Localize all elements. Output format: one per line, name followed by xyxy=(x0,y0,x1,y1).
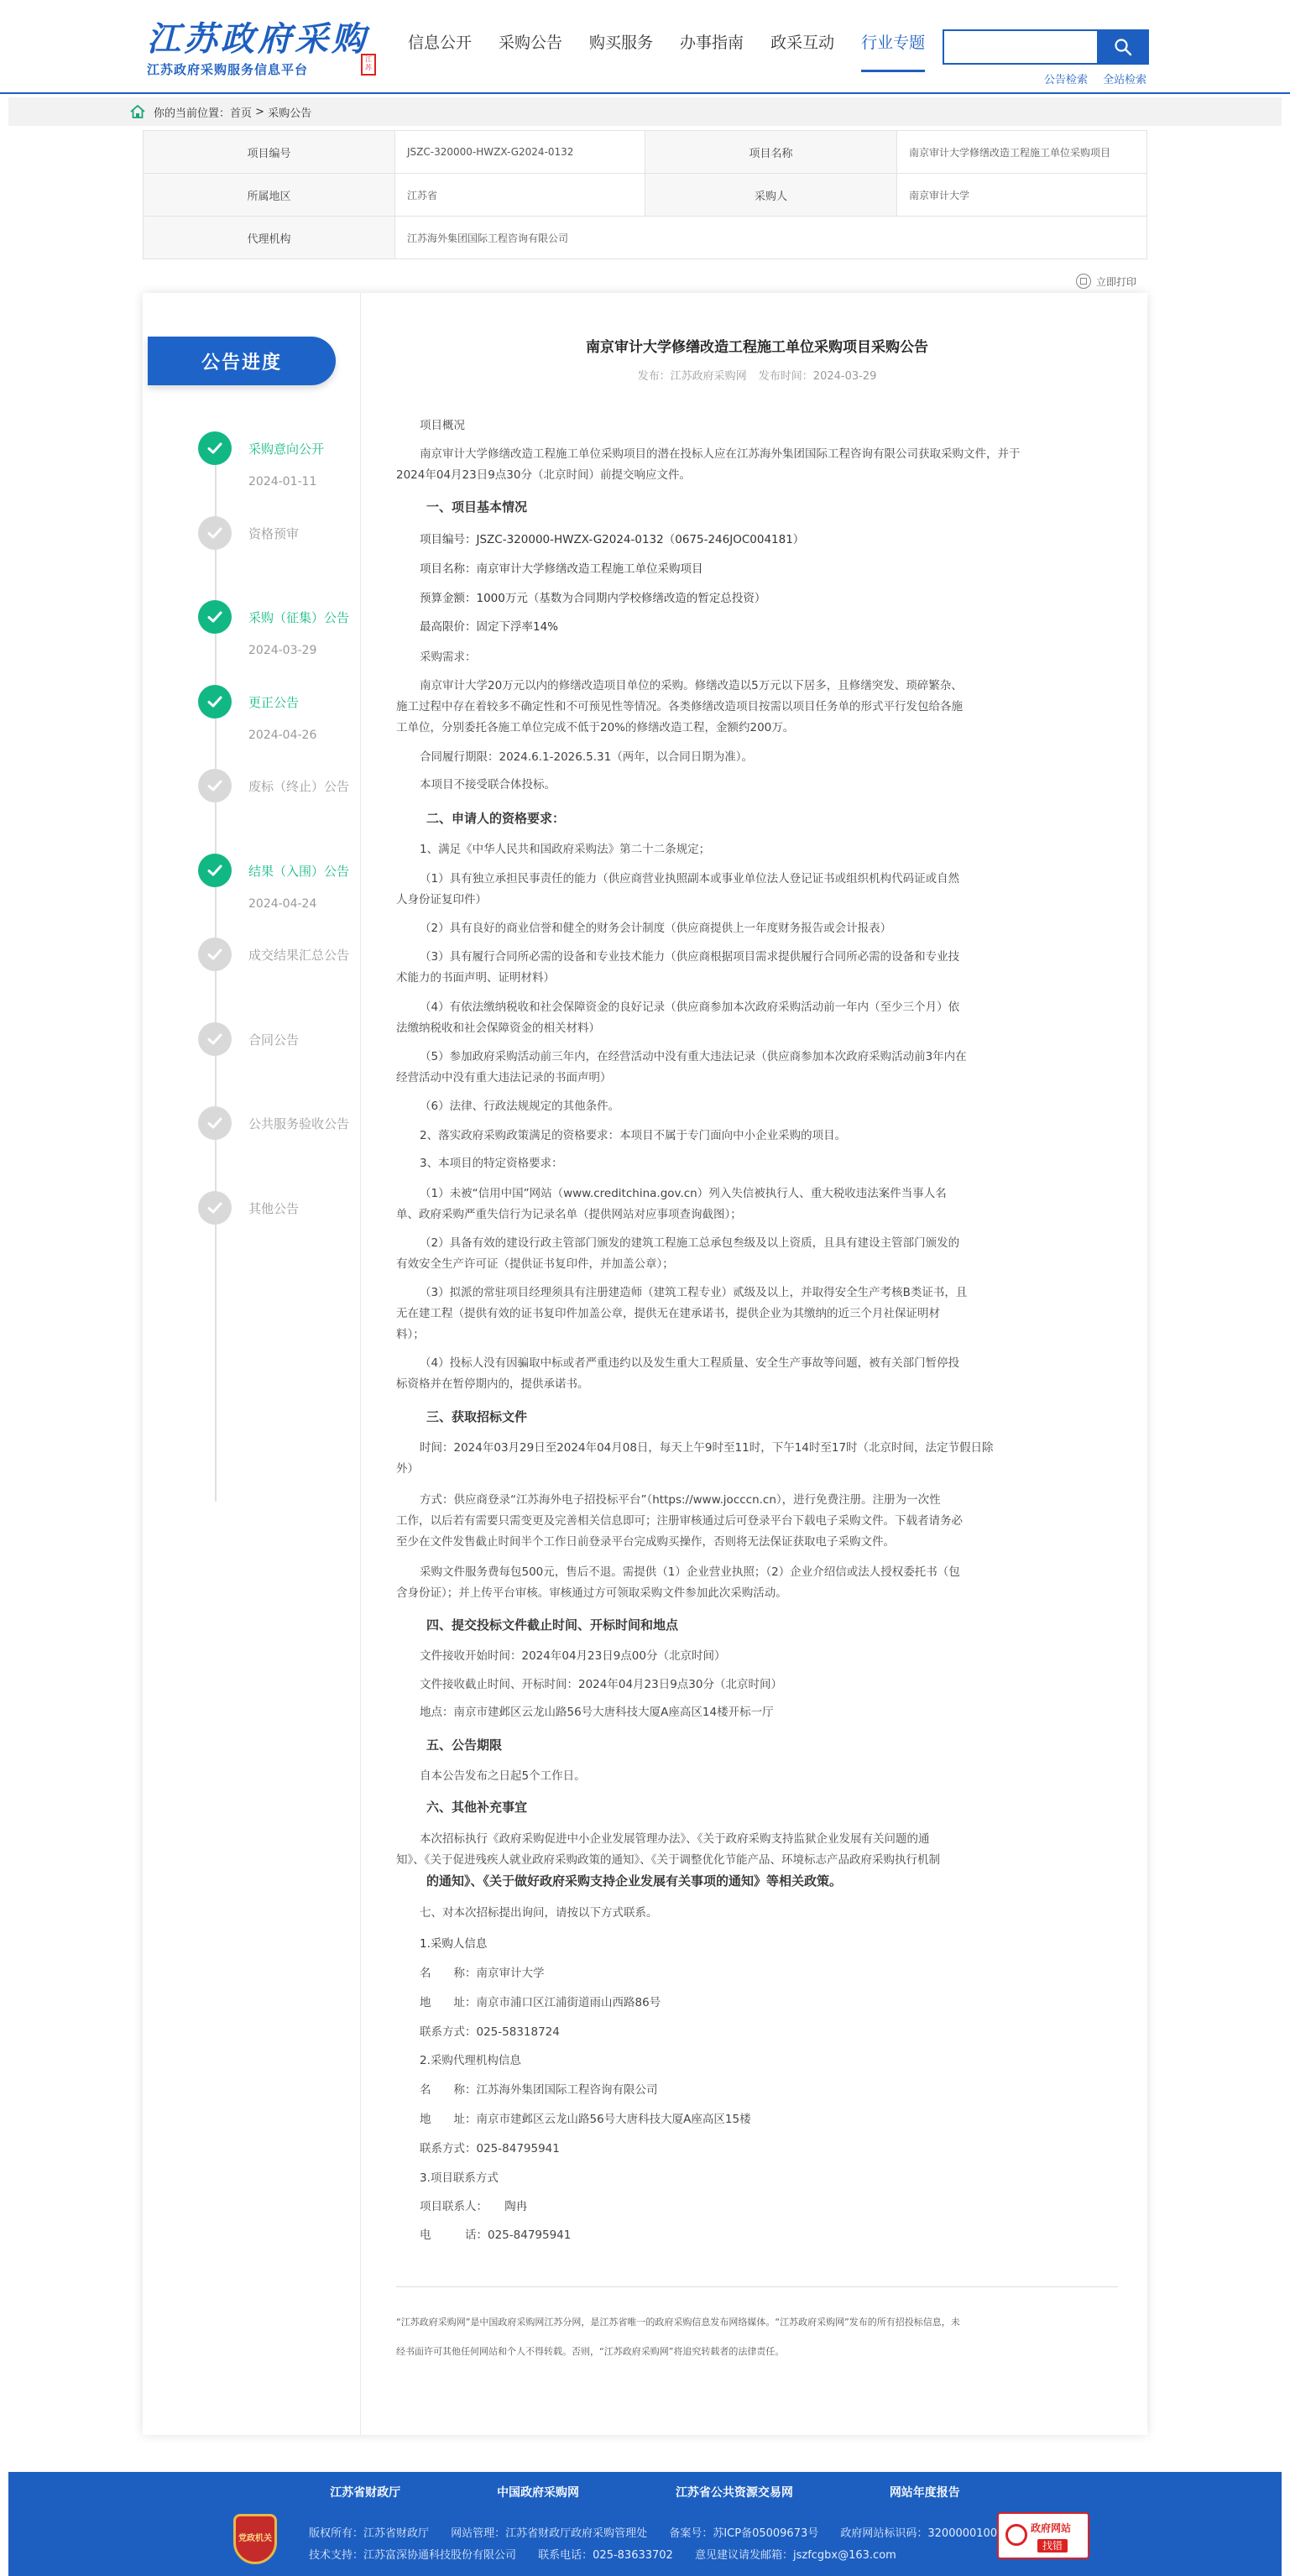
article-paragraph: 经营活动中没有重大违法记录的书面声明） xyxy=(396,1071,612,1084)
value-project-number: JSZC-320000-HWZX-G2024-0132 xyxy=(395,131,645,174)
table-row xyxy=(144,131,1147,174)
notice-search-link[interactable]: 公告检索 xyxy=(1044,74,1089,86)
pending-check-icon xyxy=(198,1191,232,1225)
progress-step-label: 废标（终止）公告 xyxy=(248,779,350,794)
article-paragraph: 本次招标执行《政府采购促进中小企业发展管理办法》、《关于政府采购支持监狱企业发展有关问题的通 xyxy=(420,1832,930,1846)
progress-step[interactable] xyxy=(198,685,358,760)
progress-step-label: 资格预审 xyxy=(248,525,300,541)
article-paragraph: 人身份证复印件） xyxy=(396,893,487,907)
article-meta xyxy=(396,367,1118,383)
footer-text: 技术支持：江苏富深协通科技股份有限公司 xyxy=(309,2549,517,2562)
progress-step[interactable] xyxy=(198,938,358,1013)
progress-step-label: 公共服务验收公告 xyxy=(248,1116,350,1131)
article-paragraph: 有效安全生产许可证（提供证书复印件，并加盖公章）； xyxy=(396,1257,674,1271)
article-paragraph: 3、本项目的特定资格要求： xyxy=(420,1157,563,1170)
article-paragraph: 采购需求： xyxy=(420,651,477,664)
label-project-number: 项目编号 xyxy=(144,131,395,174)
article-paragraph: 项目概况 xyxy=(420,419,465,432)
progress-step-date: 2024-04-26 xyxy=(248,728,317,742)
footer-support-line xyxy=(309,2546,915,2562)
article-paragraph: （4）有依法缴纳税收和社会保障资金的良好记录（供应商参加本次政府采购活动前一年内（至少三个月）依 xyxy=(420,1001,960,1014)
article-paragraph: 1、满足《中华人民共和国政府采购法》第二十二条规定； xyxy=(420,843,711,856)
site-footer xyxy=(8,2472,1282,2576)
article-paragraph: 地 址：南京市浦口区江浦街道雨山西路86号 xyxy=(420,1996,661,2009)
article-paragraph: 文件接收开始时间：2024年04月23日9点00分（北京时间） xyxy=(420,1649,726,1663)
article-paragraph: 外） xyxy=(396,1462,419,1476)
project-info-table xyxy=(143,130,1147,259)
progress-step-label: 其他公告 xyxy=(248,1200,300,1216)
search-box xyxy=(943,29,1149,65)
article-paragraph: 工作，以后若有需要只需变更及完善相关信息即可；注册审核通过后可登录平台下载电子采购文件。下载者请务必 xyxy=(396,1514,963,1528)
progress-step-date: 2024-03-29 xyxy=(248,644,317,657)
breadcrumb-prefix: 你的当前位置： xyxy=(154,107,231,120)
progress-step-label: 更正公告 xyxy=(248,694,300,710)
divider xyxy=(396,2286,1118,2287)
logo-seal: 江苏 xyxy=(361,54,376,76)
article-paragraph: 方式：供应商登录“江苏海外电子招投标平台”（https://www.jocccn.cn），进行免费注册。注册为一次性 xyxy=(420,1493,941,1507)
article-paragraph: 料）； xyxy=(396,1328,425,1341)
table-row xyxy=(144,217,1147,259)
label-region: 所属地区 xyxy=(144,174,395,217)
article-paragraph: 1.采购人信息 xyxy=(420,1937,488,1951)
article-paragraph: （3）拟派的常驻项目经理须具有注册建造师（建筑工程专业）贰级及以上，并取得安全生产考核B类证书，且 xyxy=(420,1286,968,1299)
footer-text: 联系电话：025-83633702 xyxy=(538,2549,673,2562)
pending-check-icon xyxy=(198,1106,232,1140)
article-paragraph: 名 称：南京审计大学 xyxy=(420,1967,545,1980)
article-paragraph: 2、落实政府采购政策满足的资格要求：本项目不属于专门面向中小企业采购的项目。 xyxy=(420,1129,847,1142)
article-paragraph: 2024年04月23日9点30分（北京时间）前提交响应文件。 xyxy=(396,468,691,482)
label-purchaser: 采购人 xyxy=(645,174,897,217)
pending-check-icon xyxy=(198,516,232,550)
progress-step[interactable] xyxy=(198,769,358,844)
article-paragraph: （5）参加政府采购活动前三年内，在经营活动中没有重大违法记录（供应商参加本次政府采购活动前3年内在 xyxy=(420,1050,967,1063)
article-paragraph: 含身份证）；并上传平台审核。审核通过方可领取采购文件参加此次采购活动。 xyxy=(396,1586,787,1600)
article-paragraph: 最高限价：固定下浮率14% xyxy=(420,620,559,634)
article-paragraph: 标资格并在暂停期内的，提供承诺书。 xyxy=(396,1377,589,1391)
value-purchaser: 南京审计大学 xyxy=(897,174,1147,217)
main-nav xyxy=(408,22,952,72)
article-paragraph: （2）具有良好的商业信誉和健全的财务会计制度（供应商提供上一年度财务报告或会计报表） xyxy=(420,922,892,935)
gov-site-error-badge[interactable] xyxy=(997,2512,1089,2559)
article-paragraph: 采购文件服务费每包500元，售后不退。需提供（1）企业营业执照；（2）企业介绍信或法人授权委托书（包 xyxy=(420,1565,960,1579)
footer-link[interactable]: 江苏省公共资源交易网 xyxy=(675,2486,793,2500)
article-paragraph: 联系方式：025-58318724 xyxy=(420,2025,560,2039)
footer-text: 网站管理：江苏省财政厅政府采购管理处 xyxy=(451,2527,648,2540)
main-card xyxy=(143,293,1147,2435)
progress-step[interactable] xyxy=(198,431,358,507)
breadcrumb-separator: > xyxy=(252,105,269,118)
article-paragraph: （2）具备有效的建设行政主管部门颁发的建筑工程施工总承包叁级及以上资质，且具有建设主管部门颁发的 xyxy=(420,1236,960,1250)
article-paragraph: 法缴纳税收和社会保障资金的相关材料） xyxy=(396,1022,600,1035)
check-icon xyxy=(198,600,232,634)
article-paragraph: 至少在文件发售截止时间半个工作日前登录平台完成购买操作，否则将无法保证获取电子采购文件。 xyxy=(396,1535,895,1549)
value-region: 江苏省 xyxy=(395,174,645,217)
article-paragraph: （4）投标人没有因骗取中标或者严重违约以及发生重大工程质量、安全生产事故等问题，被有关部门暂停投 xyxy=(420,1356,960,1370)
footer-link[interactable]: 网站年度报告 xyxy=(889,2486,960,2500)
article-paragraph: 3.项目联系方式 xyxy=(420,2171,499,2185)
article-paragraph: 项目编号：JSZC-320000-HWZX-G2024-0132（0675-246JOC004181） xyxy=(420,533,805,546)
article-paragraph: 无在建工程（提供有效的证书复印件加盖公章，提供无在建承诺书，提供企业为其缴纳的近三个月社保证明材 xyxy=(396,1307,940,1320)
section-heading: 二、申请人的资格要求： xyxy=(426,811,566,826)
progress-step[interactable] xyxy=(198,600,358,676)
footer-links xyxy=(8,2484,1282,2500)
search-button[interactable] xyxy=(1097,29,1149,65)
progress-step[interactable] xyxy=(198,516,358,592)
progress-sidebar xyxy=(143,293,361,2435)
article-paragraph: 2.采购代理机构信息 xyxy=(420,2054,521,2067)
footer-link[interactable]: 江苏省财政厅 xyxy=(330,2486,401,2500)
article-paragraph: 知》、《关于促进残疾人就业政府采购政策的通知》、《关于调整优化节能产品、环境标志产品政府采购执行机制 xyxy=(396,1853,940,1867)
section-heading: 的通知》、《关于做好政府采购支持企业发展有关事项的通知》等相关政策。 xyxy=(426,1873,843,1889)
search-links xyxy=(1032,71,1146,86)
article-paragraph: 南京审计大学20万元以内的修缮改造项目单位的采购。修缮改造以5万元以下居多，且修缮突发、琐碎繁杂、 xyxy=(420,679,963,692)
progress-step[interactable] xyxy=(198,1191,358,1267)
section-heading: 五、公告期限 xyxy=(426,1737,503,1753)
value-project-name: 南京审计大学修缮改造工程施工单位采购项目 xyxy=(897,131,1147,174)
site-header xyxy=(0,0,1290,94)
check-icon xyxy=(198,685,232,718)
footer-text: 意见建议请发邮箱：jszfcgbx@163.com xyxy=(694,2549,896,2562)
nav-item-guide[interactable]: 办事指南 xyxy=(680,34,744,52)
section-heading: 一、项目基本情况 xyxy=(426,499,528,515)
article-paragraph: 地 址：南京市建邺区云龙山路56号大唐科技大厦A座高区15楼 xyxy=(420,2113,751,2126)
progress-step[interactable] xyxy=(198,1022,358,1098)
logo-text: 江苏政府采购 xyxy=(147,19,368,59)
article-paragraph: （1）具有独立承担民事责任的能力（供应商营业执照副本或事业单位法人登记证书或组织机构代码证或自然 xyxy=(420,872,960,886)
progress-step-label: 成交结果汇总公告 xyxy=(248,948,350,963)
gov-badge-icon xyxy=(1005,2524,1027,2546)
progress-step-date: 2024-04-24 xyxy=(248,896,317,911)
nav-item-services[interactable]: 购买服务 xyxy=(589,34,654,52)
print-icon xyxy=(1076,274,1091,289)
nav-item-interaction[interactable]: 政采互动 xyxy=(770,34,835,52)
article-paragraph: 文件接收截止时间、开标时间：2024年04月23日9点30分（北京时间） xyxy=(420,1678,782,1691)
party-emblem-icon[interactable]: 党政机关 xyxy=(233,2514,277,2564)
article-paragraph: 南京审计大学修缮改造工程施工单位采购项目的潜在投标人应在江苏海外集团国际工程咨询有限公司获取采购文件，并于 xyxy=(420,447,1021,461)
progress-title: 公告进度 xyxy=(148,337,336,385)
notice-text: 经书面许可其他任何网站和个人不得转载。否则，“江苏政府采购网”将追究转载者的法律责任。 xyxy=(396,2346,785,2357)
breadcrumb-current[interactable]: 采购公告 xyxy=(268,107,312,120)
footer-text: 政府网站标识码：3200000100 xyxy=(840,2527,998,2540)
article-paragraph: 自本公告发布之日起5个工作日。 xyxy=(420,1769,586,1783)
pending-check-icon xyxy=(198,938,232,971)
check-icon xyxy=(198,431,232,465)
progress-step-label: 结果（入围）公告 xyxy=(248,863,350,879)
section-heading: 三、获取招标文件 xyxy=(426,1409,528,1424)
print-button[interactable] xyxy=(1076,274,1136,289)
gov-badge-label: 找错 xyxy=(1037,2539,1068,2552)
article-paragraph: 名 称：江苏海外集团国际工程咨询有限公司 xyxy=(420,2083,658,2097)
progress-step-label: 采购意向公开 xyxy=(248,442,325,457)
article-paragraph: 地点：南京市建邺区云龙山路56号大唐科技大厦A座高区14楼开标一厅 xyxy=(420,1706,774,1719)
article-date: 发布时间：2024-03-29 xyxy=(758,370,877,383)
breadcrumb-home[interactable]: 首页 xyxy=(230,107,253,120)
check-icon xyxy=(198,854,232,887)
article-paragraph: 七、对本次招标提出询问，请按以下方式联系。 xyxy=(420,1906,658,1920)
home-icon xyxy=(130,105,145,118)
nav-item-announcements[interactable]: 采购公告 xyxy=(499,34,563,52)
article-paragraph: 联系方式：025-84795941 xyxy=(420,2142,560,2155)
pending-check-icon xyxy=(198,1022,232,1056)
article-paragraph: 术能力的书面声明、证明材料） xyxy=(396,971,555,985)
gov-badge-title: 政府网站 xyxy=(1031,2522,1072,2534)
article-paragraph: 项目名称：南京审计大学修缮改造工程施工单位采购项目 xyxy=(420,562,703,576)
site-logo[interactable] xyxy=(147,20,373,81)
footer-text[interactable]: 备案号：苏ICP备05009673号 xyxy=(669,2527,819,2540)
article-paragraph: 时间：2024年03月29日至2024年04月08日，每天上午9时至11时，下午14时至17时（北京时间，法定节假日除 xyxy=(420,1441,994,1455)
nav-item-industry[interactable]: 行业专题 xyxy=(861,22,925,72)
progress-step-date: 2024-01-11 xyxy=(248,475,317,489)
table-row xyxy=(144,174,1147,217)
footer-copyright-line xyxy=(309,2524,1016,2540)
article-paragraph: 预算金额：1000万元（基数为合同期内学校修缮改造的暂定总投资） xyxy=(420,592,766,605)
label-agency: 代理机构 xyxy=(144,217,395,259)
article-paragraph: （6）法律、行政法规规定的其他条件。 xyxy=(420,1100,620,1113)
article-paragraph: 项目联系人： 陶冉 xyxy=(420,2200,528,2213)
article-title: 南京审计大学修缮改造工程施工单位采购项目采购公告 xyxy=(586,339,928,356)
article-paragraph: （3）具有履行合同所必需的设备和专业技术能力（供应商根据项目需求提供履行合同所必需的设备和专业技 xyxy=(420,950,960,964)
progress-step[interactable] xyxy=(198,854,358,929)
pending-check-icon xyxy=(198,769,232,802)
breadcrumb xyxy=(8,97,1282,126)
label-project-name: 项目名称 xyxy=(645,131,897,174)
article-paragraph: 本项目不接受联合体投标。 xyxy=(420,778,556,792)
article-paragraph: 合同履行期限：2024.6.1-2026.5.31（两年，以合同日期为准）。 xyxy=(420,750,753,764)
article-paragraph: 单、政府采购严重失信行为记录名单（提供网站对应事项查询截图）； xyxy=(396,1208,742,1221)
progress-step-label: 合同公告 xyxy=(248,1032,300,1048)
site-search-link[interactable]: 全站检索 xyxy=(1103,74,1147,86)
progress-step-label: 采购（征集）公告 xyxy=(248,610,350,625)
article-source: 发布：江苏政府采购网 xyxy=(637,370,747,383)
search-icon xyxy=(1114,38,1132,56)
footer-text: 版权所有：江苏省财政厅 xyxy=(309,2527,430,2540)
notice-text: “江苏政府采购网”是中国政府采购网江苏分网，是江苏省唯一的政府采购信息发布网络媒体。“江苏政府采购网”发布的所有招投标信息，未 xyxy=(396,2317,960,2328)
article-paragraph: 施工过程中存在着较多不确定性和不可预见性等情况。各类修缮改造项目按需以项目任务单的形式平行发包给各施 xyxy=(396,700,963,713)
section-heading: 六、其他补充事宜 xyxy=(426,1800,528,1815)
value-agency: 江苏海外集团国际工程咨询有限公司 xyxy=(395,217,1147,259)
logo-subtitle: 江苏政府采购服务信息平台 xyxy=(147,62,309,77)
nav-item-info[interactable]: 信息公开 xyxy=(408,34,473,52)
progress-step[interactable] xyxy=(198,1106,358,1182)
section-heading: 四、提交投标文件截止时间、开标时间和地点 xyxy=(426,1617,679,1633)
article-paragraph: （1）未被“信用中国”网站（www.creditchina.gov.cn）列入失信被执行人、重大税收违法案件当事人名 xyxy=(420,1187,947,1200)
article-paragraph: 电 话：025-84795941 xyxy=(420,2229,572,2242)
print-label: 立即打印 xyxy=(1096,275,1137,288)
footer-link[interactable]: 中国政府采购网 xyxy=(497,2486,580,2500)
article-paragraph: 工单位，分别委托各施工单位完成不低于20%的修缮改造工程，金额约200万。 xyxy=(396,721,795,734)
